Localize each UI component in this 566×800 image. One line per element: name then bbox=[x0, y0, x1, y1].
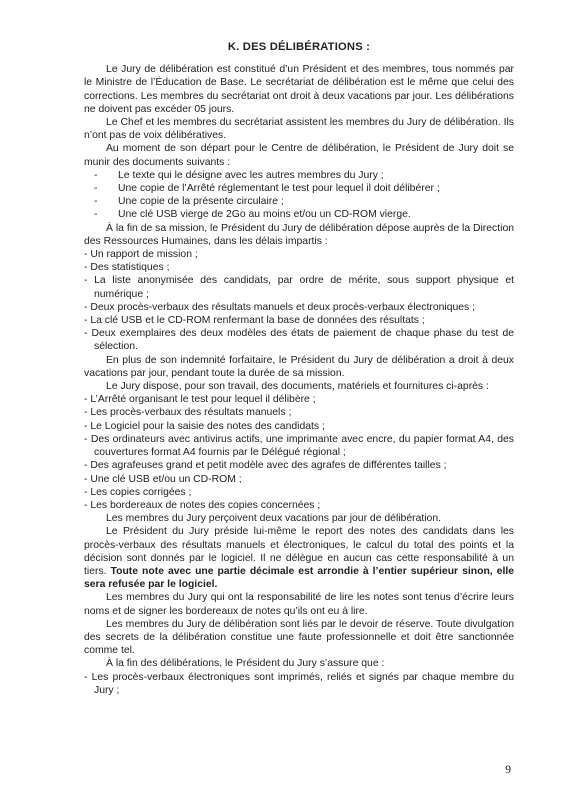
list-item: - La clé USB et le CD-ROM renfermant la base de données des résultats ; bbox=[84, 315, 425, 327]
list-item: - Une clé USB et/ou un CD-ROM ; bbox=[84, 473, 242, 485]
list-final-checks bbox=[84, 671, 514, 697]
paragraph-confidentiality: Les membres du Jury de délibération sont liés par le devoir de réserve. Toute divulgation des secrets de la délibération constitue une faute professionnelle et doit être sanctionnée comme tel. bbox=[84, 618, 514, 657]
list-item: - Le Logiciel pour la saisie des notes des candidats ; bbox=[84, 420, 325, 432]
paragraph-jury-composition: Le Jury de délibération est constitué d’un Président et des membres, tous nommés par le Ministre de l’Éducation de Base. Le secrétariat de délibération est le même que celui des corrections. Les membres du secrétariat ont droit à deux vacations par jour. Les délibérations ne doivent pas excéder 05 jours. bbox=[84, 64, 514, 115]
list-item: - Les procès-verbaux électroniques sont imprimés, reliés et signés par chaque membre du Jury ; bbox=[84, 671, 514, 696]
list-item: - Deux exemplaires des deux modèles des états de paiement de chaque phase du test de sélection. bbox=[84, 328, 514, 353]
paragraph-end-of-mission: À la fin de sa mission, le Président du Jury de délibération dépose auprès de la Direction des Ressources Humaines, dans les délais impartis : bbox=[84, 222, 514, 247]
rounding-rule: Toute note avec une partie décimale est arrondie à l’entier supérieur sinon, elle sera refusée par le logiciel. bbox=[84, 565, 514, 591]
paragraph-grade-reporting: Le Président du Jury préside lui-même le report des notes des candidats dans les procès-verbaux des résultats manuels et électroniques, le calcul du total des points et la décision sont donnés par le logiciel. Il ne délègue en aucun cas cette responsabilité à un tiers. Toute note avec une partie décimale est arrondie à l’entier supérieur sinon, elle sera refusée par le logiciel. bbox=[84, 526, 514, 591]
list-item: - Un rapport de mission ; bbox=[84, 249, 198, 261]
list-item: - Une copie de la présente circulaire ; bbox=[94, 196, 284, 208]
paragraph-grade-readers: Les membres du Jury qui ont la responsabilité de lire les notes sont tenus d’écrire leurs noms et de signer les bordereaux de notes qu’ils ont eu à lire. bbox=[84, 592, 514, 617]
paragraph-jury-allowance: Les membres du Jury perçoivent deux vacations par jour de délibération. bbox=[106, 513, 441, 525]
list-item: - Les procès-verbaux des résultats manuels ; bbox=[84, 407, 292, 419]
list-item: - Deux procès-verbaux des résultats manuels et deux procès-verbaux électroniques ; bbox=[84, 301, 475, 313]
section-title: K. DES DÉLIBÉRATIONS : bbox=[227, 41, 371, 53]
list-departure-documents bbox=[84, 169, 514, 222]
list-item: - Des agrafeuses grand et petit modèle avec des agrafes de différentes tailles ; bbox=[84, 460, 447, 472]
paragraph-departure-documents: Au moment de son départ pour le Centre de délibération, le Président de Jury doit se munir des documents suivants : bbox=[84, 143, 514, 168]
paragraph-president-allowance: En plus de son indemnité forfaitaire, le Président du Jury de délibération a droit à deux vacations par jour, pendant toute la durée de sa mission. bbox=[84, 354, 514, 379]
list-item: - Les bordereaux de notes des copies concernées ; bbox=[84, 499, 321, 511]
list-item: - Les copies corrigées ; bbox=[84, 486, 192, 498]
paragraph-jury-supplies: Le Jury dispose, pour son travail, des documents, matériels et fournitures ci-après : bbox=[106, 381, 489, 393]
list-item: - Une copie de l’Arrêté réglementant le test pour lequel il doit délibérer ; bbox=[94, 183, 440, 195]
list-item: - La liste anonymisée des candidats, par ordre de mérite, sous support physique et numérique ; bbox=[84, 275, 514, 300]
list-item: - Des ordinateurs avec antivirus actifs, une imprimante avec encre, du papier format A4, des couvertures format A4 fournis par le Délégué régional ; bbox=[84, 433, 514, 459]
paragraph-secretariat: Le Chef et les membres du secrétariat assistent les membres du Jury de délibération. Ils n’ont pas de voix délibératives. bbox=[84, 117, 514, 142]
list-item: - Le texte qui le désigne avec les autres membres du Jury ; bbox=[94, 169, 384, 181]
list-mission-deliverables bbox=[84, 248, 514, 354]
page-number: 9 bbox=[505, 764, 511, 776]
list-jury-supplies bbox=[84, 393, 514, 512]
list-item: - Des statistiques ; bbox=[84, 262, 170, 274]
paragraph-end-of-deliberations: À la fin des délibérations, le Président du Jury s’assure que : bbox=[106, 658, 385, 670]
list-item: - Une clé USB vierge de 2Go au moins et/ou un CD-ROM vierge. bbox=[94, 209, 411, 221]
list-item: - L’Arrêté organisant le test pour lequel il délibère ; bbox=[84, 394, 316, 406]
